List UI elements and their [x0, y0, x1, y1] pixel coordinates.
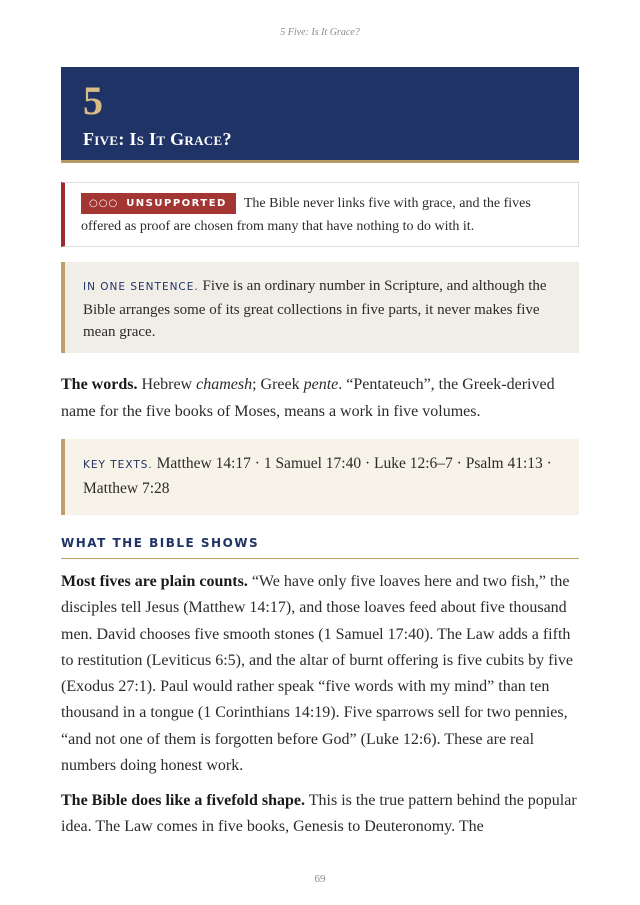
- page-number: 69: [314, 873, 326, 885]
- chapter-number: 5: [83, 78, 103, 123]
- chapter-title: Five: Is It Grace?: [83, 129, 232, 149]
- words-paragraph: [61, 371, 581, 425]
- paragraph-text: “We have only five loaves here and two fish,” the disciples tell Jesus (Matthew 14:17), and those loaves feed about five thousand men. David chooses five smooth stones (1 Samuel 17:40). The Law adds a fifth to restitution (Leviticus 6:5), and the altar of burnt offering is five cubits by five (Exodus 27:1). Paul would rather speak “five words with my mind” than ten thousand in a tongue (1 Corinthians 14:19). Five sparrows sell for two pennies, “and not one of them is forgotten before God” (Luke 12:6). These are real numbers doing honest work.: [61, 573, 574, 775]
- badge-label: UNSUPPORTED: [126, 198, 227, 209]
- paragraph-lead: The Bible does like a fivefold shape.: [61, 792, 306, 809]
- key-texts-box: [61, 439, 579, 515]
- running-head: 5 Five: Is It Grace?: [280, 27, 360, 38]
- verdict-box: [61, 182, 579, 247]
- paragraph-lead: Most fives are plain counts.: [61, 573, 248, 590]
- paragraph-text: This is the true pattern behind the popular idea. The Law comes in five books, Genesis to Deuteronomy. The: [61, 792, 577, 836]
- summary-text: Five is an ordinary number in Scripture, and although the Bible arranges some of its great collections in five parts, it never makes five mean grace.: [83, 278, 547, 340]
- words-text: ; Greek: [252, 376, 304, 393]
- rating-dots-icon: ○○○: [89, 198, 119, 209]
- summary-label: IN ONE SENTENCE.: [83, 281, 199, 293]
- unsupported-badge: [81, 193, 236, 214]
- words-text: . “Pentateuch”, the Greek-derived name for the five books of Moses, means a work in five volumes.: [61, 376, 555, 420]
- hebrew-word: chamesh: [196, 376, 253, 393]
- body-paragraph: [61, 788, 581, 841]
- chapter-banner: [61, 67, 579, 163]
- greek-word: pente: [303, 376, 339, 393]
- body-paragraph: [61, 569, 581, 779]
- words-lead: The words.: [61, 376, 138, 393]
- summary-box: [61, 262, 579, 353]
- words-text: Hebrew: [137, 376, 197, 393]
- section-heading: WHAT THE BIBLE SHOWS: [61, 536, 579, 559]
- key-texts-list: Matthew 14:17 · 1 Samuel 17:40 · Luke 12:6–7 · Psalm 41:13 · Matthew 7:28: [83, 455, 552, 497]
- verdict-text: The Bible never links five with grace, and the fives offered as proof are chosen from many that have nothing to do with it.: [81, 196, 531, 234]
- key-texts-label: KEY TEXTS.: [83, 459, 153, 471]
